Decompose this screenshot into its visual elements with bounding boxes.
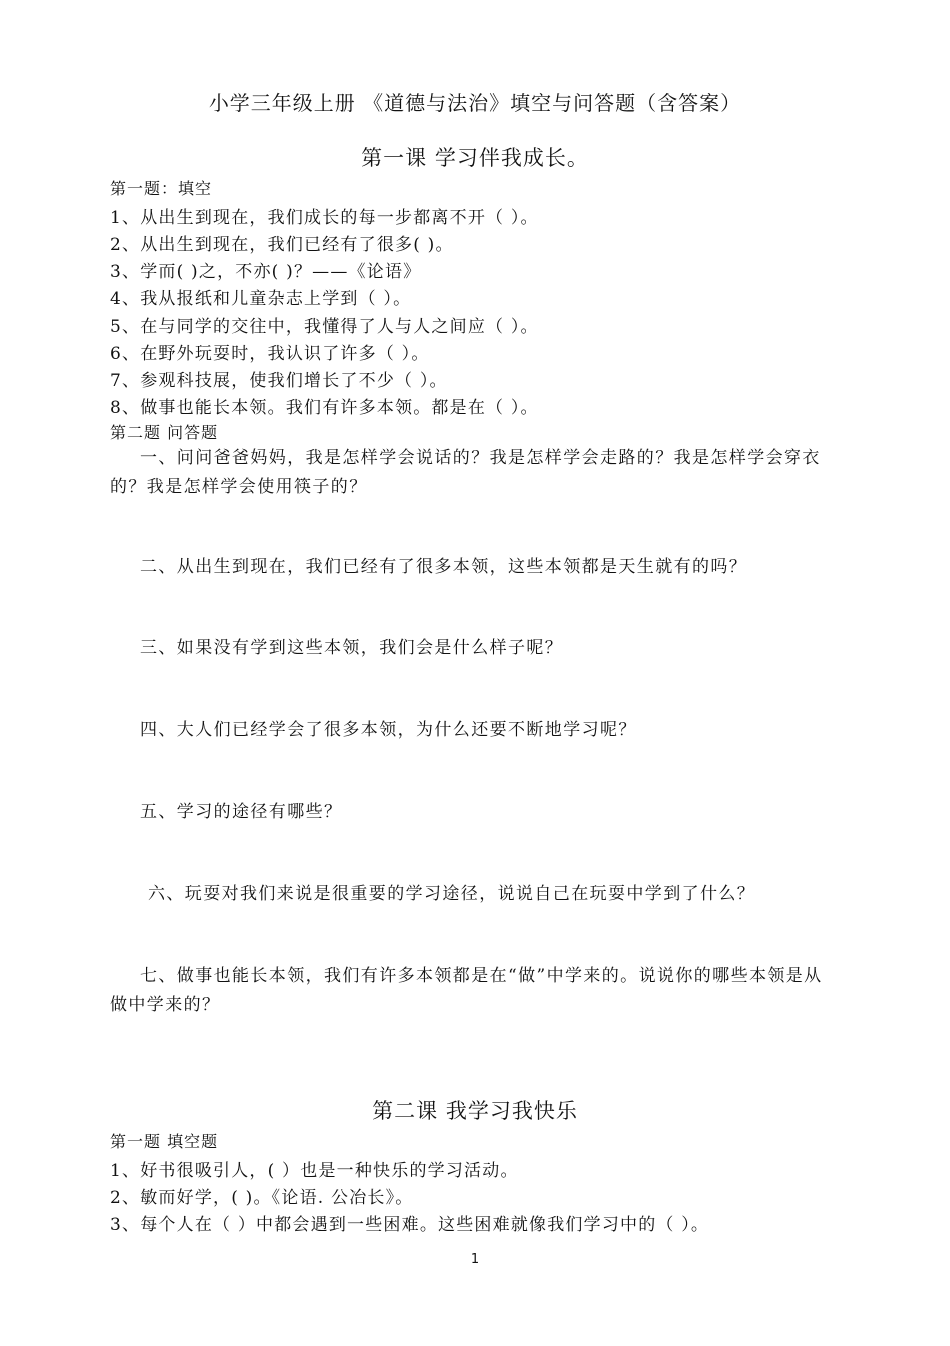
lesson-1-qa-heading: 第二题 问答题: [110, 423, 219, 442]
qa-item: 七、做事也能长本领，我们有许多本领都是在“做”中学来的。说说你的哪些本领是从做中学来的？: [110, 966, 823, 1015]
qa-item: 四、大人们已经学会了很多本领，为什么还要不断地学习呢？: [140, 720, 637, 740]
qa-item: 二、从出生到现在，我们已经有了很多本领，这些本领都是天生就有的吗？: [140, 557, 748, 577]
page-number: 1: [470, 1252, 480, 1267]
lesson-2-title: 第二课 我学习我快乐: [372, 1099, 578, 1123]
fill-item: 4、我从报纸和儿童杂志上学到（ ）。: [110, 289, 412, 309]
fill-item: 3、学而( )之，不亦( )？——《论语》: [110, 262, 422, 282]
fill-item: 6、在野外玩耍时，我认识了许多（ ）。: [110, 344, 430, 364]
fill-item: 2、敏而好学，( )。《论语. 公冶长》。: [110, 1188, 414, 1208]
lesson-1-fill-heading: 第一题：填空: [110, 179, 213, 198]
qa-item: 三、如果没有学到这些本领，我们会是什么样子呢？: [140, 638, 564, 658]
fill-item: 1、从出生到现在，我们成长的每一步都离不开（ ）。: [110, 208, 539, 228]
fill-item: 2、从出生到现在，我们已经有了很多( )。: [110, 235, 454, 255]
qa-item: 五、学习的途径有哪些？: [140, 802, 343, 822]
lesson-1-title: 第一课 学习伴我成长。: [361, 146, 589, 170]
fill-item: 8、做事也能长本领。我们有许多本领。都是在（ ）。: [110, 398, 539, 418]
fill-item: 3、每个人在（ ）中都会遇到一些困难。这些困难就像我们学习中的（ ）。: [110, 1215, 710, 1235]
fill-item: 7、参观科技展，使我们增长了不少（ ）。: [110, 371, 448, 391]
qa-item: 六、玩耍对我们来说是很重要的学习途径，说说自己在玩耍中学到了什么？: [148, 884, 756, 904]
qa-item: 一、问问爸爸妈妈，我是怎样学会说话的？我是怎样学会走路的？我是怎样学会穿衣的？我是怎样学会使用筷子的？: [110, 448, 821, 497]
lesson-2-fill-heading: 第一题 填空题: [110, 1132, 219, 1151]
document-title: 小学三年级上册 《道德与法治》填空与问答题（含答案）: [208, 91, 742, 115]
fill-item: 5、在与同学的交往中，我懂得了人与人之间应（ ）。: [110, 317, 539, 337]
fill-item: 1、好书很吸引人，( ）也是一种快乐的学习活动。: [110, 1161, 519, 1181]
